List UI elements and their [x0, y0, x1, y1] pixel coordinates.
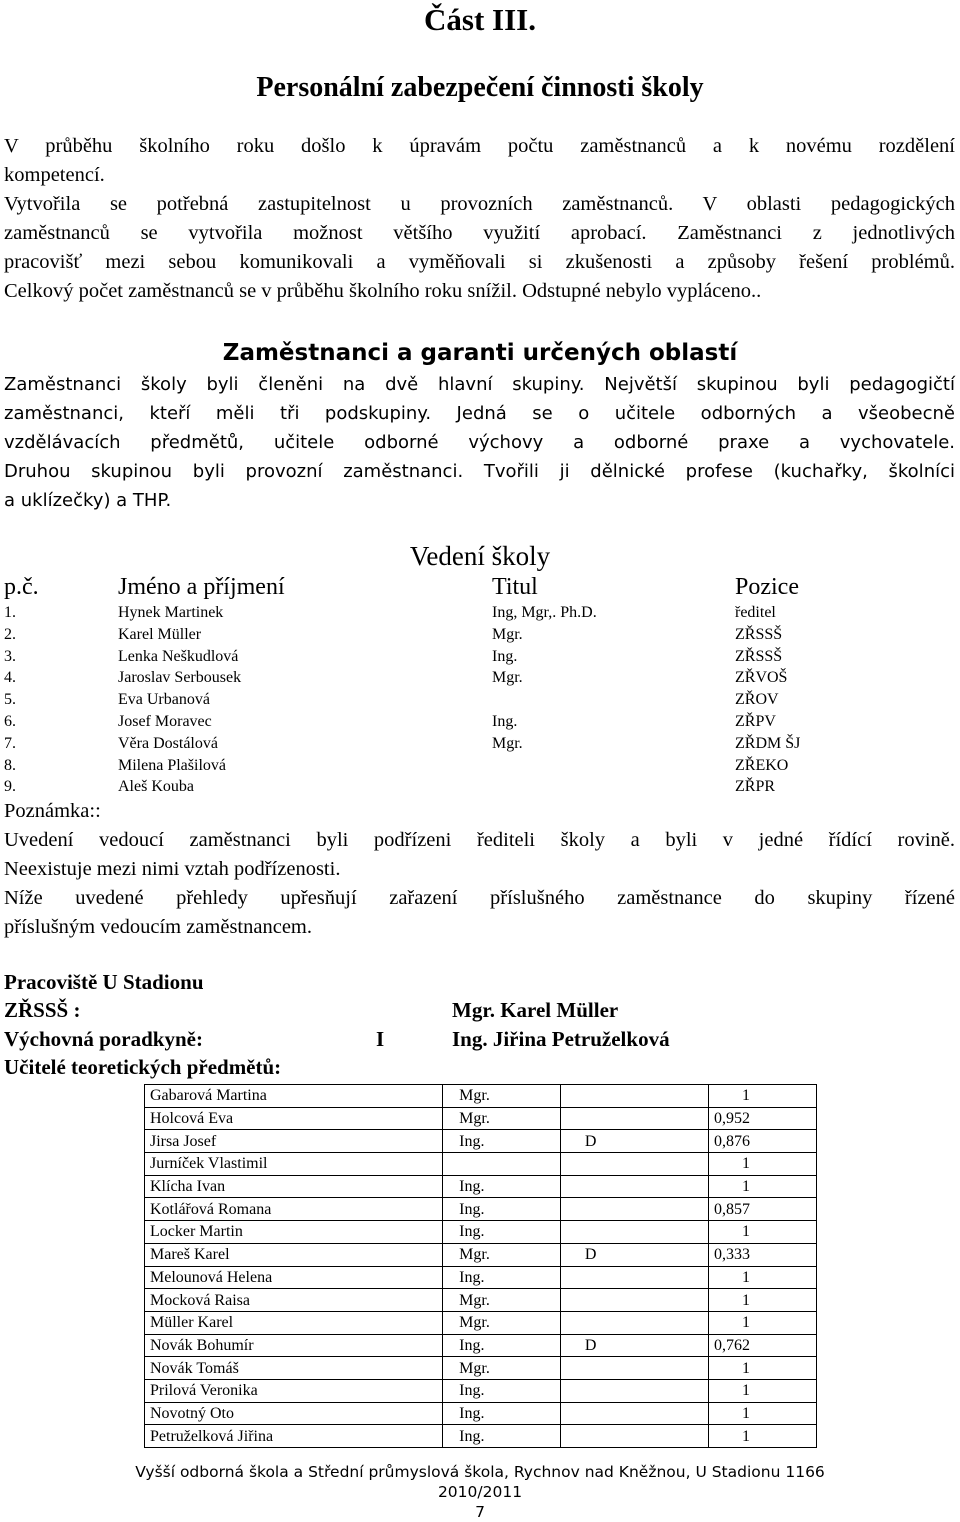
teacher-cell-title: Ing. — [443, 1175, 561, 1198]
teachers-table — [144, 1084, 817, 1448]
teacher-cell-name: Gabarová Martina — [145, 1085, 443, 1108]
teacher-row — [145, 1266, 817, 1289]
management-cell-position: ředitel — [735, 604, 776, 621]
note-line: příslušným vedoucím zaměstnancem. — [4, 916, 312, 938]
teacher-cell-title: Mgr. — [443, 1085, 561, 1108]
teacher-row — [145, 1130, 817, 1153]
management-cell-title: Mgr. — [492, 669, 523, 687]
part-title: Část III. — [424, 2, 536, 37]
note-line: Níže uvedené přehledy upřesňují zařazení příslušného zaměstnance do skupiny řízené — [4, 887, 955, 909]
management-cell-name: Věra Dostálová — [118, 734, 218, 752]
teacher-cell-title: Ing. — [443, 1334, 561, 1357]
note-block — [4, 797, 955, 942]
management-row — [0, 735, 960, 755]
teacher-row — [145, 1221, 817, 1244]
management-cell-name: Josef Moravec — [118, 713, 212, 730]
management-cell-name: Milena Plašilová — [118, 756, 226, 774]
teacher-cell-flag — [560, 1266, 708, 1289]
teacher-cell-flag — [560, 1085, 708, 1108]
teacher-cell-name: Holcová Eva — [145, 1107, 443, 1130]
intro-line: Celkový počet zaměstnanců se v průběhu školního roku snížil. Odstupné nebylo vypláceno.. — [4, 280, 762, 302]
teacher-cell-name: Mareš Karel — [145, 1243, 443, 1266]
teacher-cell-flag — [560, 1311, 708, 1334]
teacher-cell-title: Ing. — [443, 1379, 561, 1402]
management-cell-name: Hynek Martinek — [118, 604, 224, 621]
zrsss-value: Mgr. Karel Müller — [452, 998, 619, 1022]
advisor-value: Ing. Jiřina Petruželková — [452, 1027, 670, 1051]
management-heading: Vedení školy — [409, 541, 551, 571]
teacher-row — [145, 1402, 817, 1425]
teacher-cell-title: Mgr. — [443, 1243, 561, 1266]
management-cell-no: 8. — [4, 756, 16, 774]
groups-heading: Zaměstnanci a garanti určených oblastí — [222, 340, 738, 366]
management-cell-name: Eva Urbanová — [118, 691, 210, 709]
intro-line: kompetencí. — [4, 164, 105, 186]
management-row — [0, 691, 960, 711]
mgmt-header-title: Titul — [492, 574, 538, 600]
teacher-row — [145, 1334, 817, 1357]
advisor-label: Výchovná poradkyně: — [4, 1027, 203, 1051]
teachers-label: Učitelé teoretických předmětů: — [4, 1055, 282, 1079]
teacher-cell-load: 1 — [709, 1402, 817, 1425]
teacher-row — [145, 1085, 817, 1108]
teacher-cell-load: 1 — [709, 1175, 817, 1198]
teacher-cell-name: Petruželková Jiřina — [145, 1425, 443, 1448]
note-line: Neexistuje mezi nimi vztah podřízenosti. — [4, 858, 341, 880]
teacher-row — [145, 1311, 817, 1334]
teacher-row — [145, 1198, 817, 1221]
intro-line: zaměstnanců se vytvořila možnost většího využití aprobací. Zaměstnanci z jednotlivých — [4, 222, 955, 244]
teacher-cell-load: 0,762 — [709, 1334, 817, 1357]
teacher-cell-name: Novák Tomáš — [145, 1357, 443, 1380]
teacher-cell-load: 1 — [709, 1357, 817, 1380]
intro-line: Vytvořila se potřebná zastupitelnost u provozních zaměstnanců. V oblasti pedagogických — [4, 193, 955, 215]
teacher-cell-load: 0,952 — [709, 1107, 817, 1130]
management-cell-name: Lenka Neškudlová — [118, 647, 239, 665]
teacher-cell-load: 1 — [709, 1311, 817, 1334]
teacher-cell-flag — [560, 1402, 708, 1425]
teacher-row — [145, 1153, 817, 1176]
management-row — [0, 757, 960, 777]
teacher-cell-load: 0,857 — [709, 1198, 817, 1221]
footer-year: 2010/2011 — [437, 1483, 523, 1501]
teacher-cell-name: Jurníček Vlastimil — [145, 1153, 443, 1176]
teacher-row — [145, 1107, 817, 1130]
management-row — [0, 604, 960, 624]
mgmt-header-name: Jméno a příjmení — [118, 574, 285, 600]
management-cell-title: Mgr. — [492, 734, 523, 752]
intro-line: pracovišť mezi sebou komunikovali a vyměňovali si zkušenosti a způsoby řešení problémů. — [4, 251, 955, 273]
teacher-cell-title: Ing. — [443, 1425, 561, 1448]
teacher-cell-name: Melounová Helena — [145, 1266, 443, 1289]
teacher-cell-title: Mgr. — [443, 1107, 561, 1130]
teacher-cell-load: 1 — [709, 1221, 817, 1244]
management-row — [0, 669, 960, 689]
teacher-cell-load: 0,876 — [709, 1130, 817, 1153]
management-cell-no: 3. — [4, 647, 16, 665]
management-cell-position: ZŘPV — [735, 713, 776, 730]
management-cell-name: Karel Müller — [118, 625, 202, 643]
teacher-cell-flag — [560, 1379, 708, 1402]
management-cell-no: 5. — [4, 691, 16, 709]
management-cell-position: ZŘSSŠ — [735, 625, 783, 643]
teacher-cell-flag: D — [560, 1334, 708, 1357]
teacher-cell-load: 1 — [709, 1425, 817, 1448]
teacher-cell-flag — [560, 1107, 708, 1130]
teacher-cell-load: 1 — [709, 1266, 817, 1289]
teacher-cell-load: 1 — [709, 1153, 817, 1176]
teacher-cell-title: Ing. — [443, 1130, 561, 1153]
teacher-cell-name: Kotlářová Romana — [145, 1198, 443, 1221]
management-row — [0, 778, 960, 798]
teacher-cell-flag — [560, 1357, 708, 1380]
footer-school: Vyšší odborná škola a Střední průmyslová škola, Rychnov nad Kněžnou, U Stadionu 1166 — [135, 1463, 825, 1481]
teacher-cell-name: Prilová Veronika — [145, 1379, 443, 1402]
management-cell-no: 2. — [4, 625, 16, 643]
footer — [0, 1462, 960, 1522]
management-row — [0, 648, 960, 668]
teacher-cell-name: Müller Karel — [145, 1311, 443, 1334]
management-cell-position: ZŘDM ŠJ — [735, 734, 801, 752]
management-cell-position: ZŘVOŠ — [735, 669, 788, 687]
intro-paragraph — [4, 132, 955, 306]
mgmt-header-position: Pozice — [735, 574, 799, 600]
groups-line: vzdělávacích předmětů, učitele odborné výchovy a odborné praxe a vychovatele. — [4, 432, 955, 453]
groups-line: a uklízečky) a THP. — [4, 490, 172, 511]
management-cell-title: Ing, Mgr,. Ph.D. — [492, 604, 597, 621]
management-cell-name: Jaroslav Serbousek — [118, 669, 242, 687]
teacher-cell-flag — [560, 1289, 708, 1312]
groups-line: Zaměstnanci školy byli členěni na dvě hlavní skupiny. Největší skupinou byli pedagogičtí — [4, 374, 955, 395]
management-cell-no: 4. — [4, 669, 16, 687]
note-line: Uvedení vedoucí zaměstnanci byli podřízeni řediteli školy a byli v jedné řídící rovině. — [4, 829, 955, 851]
groups-line: zaměstnanci, kteří měli tři podskupiny. Jedná se o učitele odborných a všeobecně — [4, 403, 955, 424]
teacher-cell-flag: D — [560, 1130, 708, 1153]
teacher-cell-load: 1 — [709, 1289, 817, 1312]
teacher-cell-load: 1 — [709, 1379, 817, 1402]
groups-paragraph — [4, 370, 955, 515]
teacher-cell-flag — [560, 1153, 708, 1176]
footer-page-number: 7 — [475, 1503, 485, 1521]
teacher-cell-name: Novák Bohumír — [145, 1334, 443, 1357]
note-label: Poznámka:: — [4, 800, 101, 822]
management-cell-no: 6. — [4, 713, 16, 730]
management-cell-no: 9. — [4, 778, 16, 796]
teacher-cell-flag — [560, 1425, 708, 1448]
management-cell-title: Ing. — [492, 647, 518, 665]
teacher-cell-name: Novotný Oto — [145, 1402, 443, 1425]
mgmt-header-no: p.č. — [4, 574, 39, 600]
teacher-cell-name: Klícha Ivan — [145, 1175, 443, 1198]
teacher-cell-title: Ing. — [443, 1402, 561, 1425]
management-cell-position: ZŘOV — [735, 691, 779, 709]
teacher-cell-flag: D — [560, 1243, 708, 1266]
teacher-cell-title — [443, 1153, 561, 1176]
teacher-cell-title: Ing. — [443, 1221, 561, 1244]
teacher-row — [145, 1289, 817, 1312]
teacher-cell-title: Ing. — [443, 1266, 561, 1289]
advisor-mark: I — [376, 1027, 385, 1051]
teacher-cell-name: Jirsa Josef — [145, 1130, 443, 1153]
section-title: Personální zabezpečení činnosti školy — [256, 72, 704, 103]
teacher-cell-flag — [560, 1175, 708, 1198]
teacher-cell-name: Mocková Raisa — [145, 1289, 443, 1312]
management-cell-title: Ing. — [492, 713, 518, 730]
groups-line: Druhou skupinou byli provozní zaměstnanci. Tvořili ji dělnické profese (kuchařky, školníci — [4, 461, 955, 482]
teacher-row — [145, 1175, 817, 1198]
management-cell-position: ZŘEKO — [735, 756, 789, 774]
teacher-cell-title: Mgr. — [443, 1311, 561, 1334]
intro-line: V průběhu školního roku došlo k úpravám počtu zaměstnanců a k novému rozdělení — [4, 135, 955, 157]
management-cell-no: 7. — [4, 734, 16, 752]
management-cell-position: ZŘSSŠ — [735, 647, 783, 665]
teacher-cell-title: Mgr. — [443, 1289, 561, 1312]
management-cell-position: ZŘPR — [735, 778, 776, 796]
teacher-cell-load: 1 — [709, 1085, 817, 1108]
workplace-name: Pracoviště U Stadionu — [4, 970, 204, 994]
management-row — [0, 626, 960, 646]
teacher-row — [145, 1357, 817, 1380]
teacher-cell-load: 0,333 — [709, 1243, 817, 1266]
teacher-row — [145, 1243, 817, 1266]
teacher-cell-title: Ing. — [443, 1198, 561, 1221]
teacher-cell-title: Mgr. — [443, 1357, 561, 1380]
teacher-row — [145, 1379, 817, 1402]
teacher-row — [145, 1425, 817, 1448]
zrsss-label: ZŘSSŠ : — [4, 998, 81, 1022]
teacher-cell-flag — [560, 1198, 708, 1221]
teacher-cell-flag — [560, 1221, 708, 1244]
management-cell-no: 1. — [4, 604, 16, 621]
management-cell-title: Mgr. — [492, 625, 523, 643]
management-row — [0, 713, 960, 733]
management-cell-name: Aleš Kouba — [118, 778, 194, 796]
teacher-cell-name: Locker Martin — [145, 1221, 443, 1244]
